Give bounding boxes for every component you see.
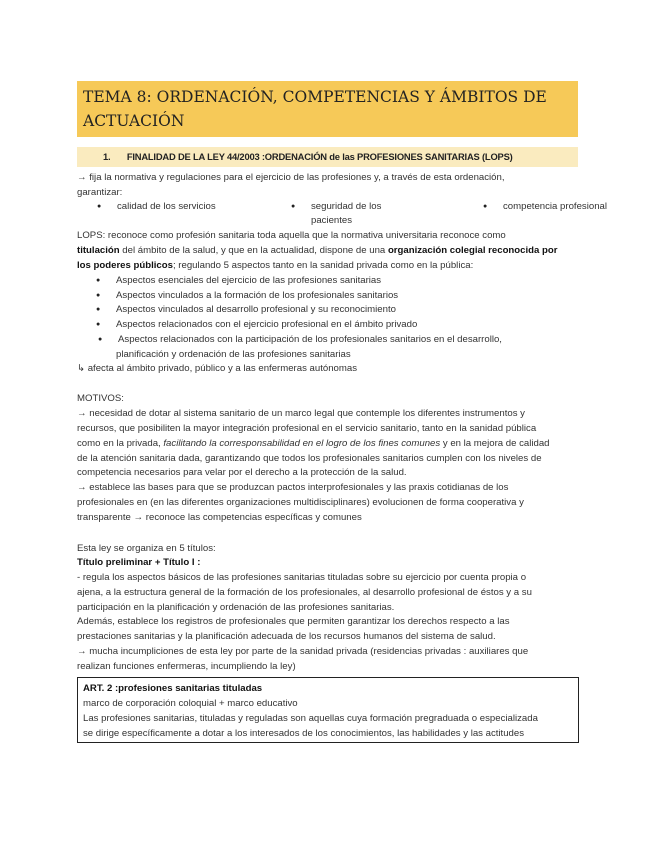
intro-line: garantizar: <box>77 187 123 198</box>
organiza-line: - regula los aspectos básicos de las profesiones sanitarias tituladas sobre su ejercicio por cuenta propia o <box>77 572 527 583</box>
article-box <box>77 677 579 743</box>
motivos-line: → necesidad de dotar al sistema sanitario de un marco legal que contemple los diferentes instrumentos y <box>77 408 525 419</box>
section-heading <box>77 147 578 167</box>
motivos-line: recursos, que posibiliten la mayor integración profesional en el servicio sanitario, tanto en la sanidad pública <box>77 423 537 434</box>
lops-line: LOPS: reconoce como profesión sanitaria toda aquella que la normativa universitaria reconoce como <box>77 230 506 241</box>
motivos-line: transparente → reconoce las competencias específicas y comunes <box>77 512 362 523</box>
motivos-line: de la atención sanitaria dada, garantizando que todos los profesionales sanitarios cumplen con los niveles de <box>77 453 542 464</box>
organiza-line: ajena, a la estructura general de la formación de los profesionales, al desarrollo profesional de éstos y a su <box>77 587 532 598</box>
intro-bullet: ● calidad de los servicios <box>117 199 216 214</box>
article-line: se dirige específicamente a dotar a los interesados de los conocimientos, las habilidades y las actitudes <box>83 728 525 739</box>
lops-line: titulación del ámbito de la salud, y que en la actualidad, dispone de una organización colegial reconocida por <box>77 245 558 256</box>
organiza-line: participación en la planificación y ordenación de las profesiones sanitarias. <box>77 602 395 613</box>
motivos-heading: MOTIVOS: <box>77 393 124 404</box>
lops-item: ● Aspectos relacionados con la participación de los profesionales sanitarios en el desarrollo, <box>118 332 502 347</box>
organiza-line: Esta ley se organiza en 5 títulos: <box>77 543 216 554</box>
section-number: 1. <box>103 151 111 162</box>
lops-item: ● Aspectos vinculados a la formación de los profesionales sanitarios <box>116 288 398 303</box>
organiza-heading: Título preliminar + Título I : <box>77 557 201 568</box>
organiza-line: realizan funciones enfermeras, incumpliendo la ley) <box>77 661 296 672</box>
article-heading: ART. 2 :profesiones sanitarias tituladas <box>83 683 263 694</box>
intro-bullet: ● competencia profesional <box>503 199 607 214</box>
article-line: Las profesiones sanitarias, tituladas y reguladas son aquellas cuya formación pregraduada o especializada <box>83 713 538 724</box>
motivos-line: → establece las bases para que se produzcan pactos interprofesionales y las praxis cotidianas de los <box>77 482 509 493</box>
lops-item: ● Aspectos relacionados con el ejercicio profesional en el ámbito privado <box>116 317 417 332</box>
organiza-line: → mucha incumpliciones de esta ley por parte de la sanidad privada (residencias privadas : auxiliares que <box>77 646 529 657</box>
organiza-line: Además, establece los registros de profesionales que permiten garantizar los derechos respecto a las <box>77 616 510 627</box>
page-title-line-1: TEMA 8: ORDENACIÓN, COMPETENCIAS Y ÁMBITOS DE <box>83 88 547 106</box>
motivos-line: competencia necesarios para velar por el derecho a la protección de la salud. <box>77 467 407 478</box>
lops-item-cont: planificación y ordenación de las profesiones sanitarias <box>116 349 351 360</box>
motivos-line: profesionales en (en las diferentes organizaciones multidisciplinares) evolucionen de forma cooperativa y <box>77 497 524 508</box>
organiza-line: prestaciones sanitarias y la planificación adecuada de los recursos humanos del sistema de salud. <box>77 631 496 642</box>
page-title-line-2: ACTUACIÓN <box>83 112 185 130</box>
lops-line: los poderes públicos; regulando 5 aspectos tanto en la sanidad privada como en la pública: <box>77 260 474 271</box>
lops-note: ↳ afecta al ámbito privado, público y a las enfermeras autónomas <box>77 363 358 374</box>
intro-bullet: ● seguridad de los <box>311 199 381 214</box>
section-title: FINALIDAD DE LA LEY 44/2003 :ORDENACIÓN de las PROFESIONES SANITARIAS (LOPS) <box>126 151 513 162</box>
article-line: marco de corporación coloquial + marco educativo <box>83 698 298 709</box>
lops-item: ● Aspectos vinculados al desarrollo profesional y su reconocimiento <box>116 302 396 317</box>
intro-line: → fija la normativa y regulaciones para el ejercicio de las profesiones y, a través de esta ordenación, <box>77 172 505 183</box>
intro-bullet-cont: pacientes <box>311 215 353 226</box>
motivos-line: como en la privada, facilitando la corresponsabilidad en el logro de los fines comunes y en la mejora de calidad <box>77 438 550 449</box>
lops-item: ● Aspectos esenciales del ejercicio de las profesiones sanitarias <box>116 273 381 288</box>
page-title <box>77 81 578 137</box>
